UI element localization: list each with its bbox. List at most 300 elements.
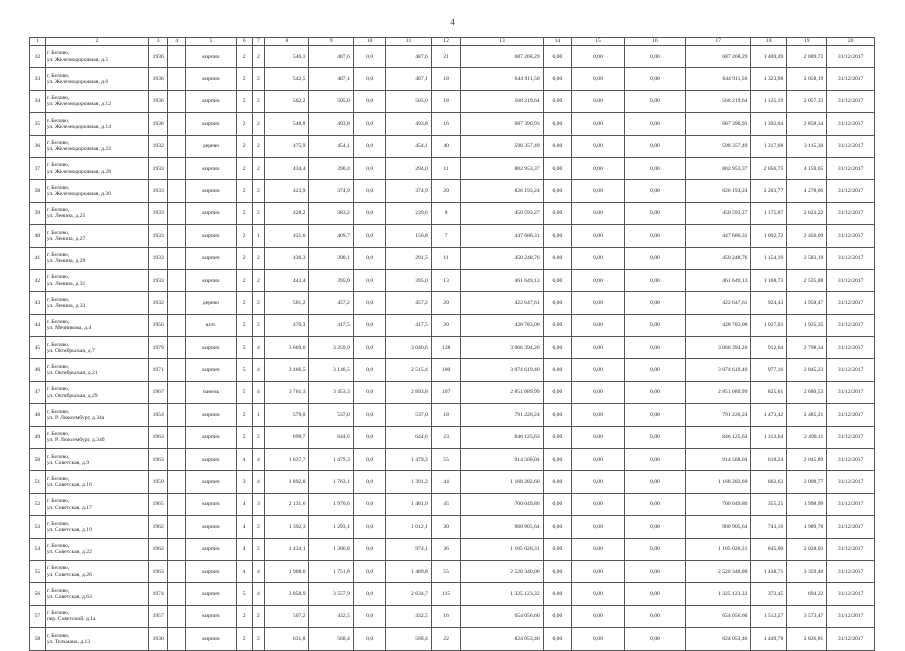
limit-cost-cell: 1 958,47 (787, 292, 827, 314)
address-city: г. Белово, (46, 453, 70, 460)
address-city: г. Белово, (46, 498, 70, 505)
wall-material-cell: кирпич (186, 113, 237, 135)
cost-cell: 0,00 (572, 113, 625, 135)
total-cost-cell: 3 066 394,20 (461, 337, 543, 359)
row-number-cell: 41 (30, 247, 46, 269)
residents-cell: 21 (431, 46, 461, 68)
row-number-cell: 52 (30, 493, 46, 515)
table-row (30, 628, 875, 650)
limit-cost-cell: 1 935,35 (787, 314, 827, 336)
floors-cell: 2 (236, 605, 252, 627)
total-cost-cell: 700 049,86 (461, 493, 543, 515)
address-cell (45, 560, 148, 582)
address-city: г. Белово, (46, 229, 70, 236)
limit-cost-cell: 2 028,03 (787, 538, 827, 560)
floors-cell: 2 (236, 292, 252, 314)
wall-material-cell: кирпич (186, 449, 237, 471)
address-cell (45, 337, 148, 359)
nonliving-area-cell: 0,0 (353, 135, 386, 157)
address-street: ул. Советская, д.9 (46, 459, 90, 466)
empty-cell (168, 337, 186, 359)
cost-cell: 0,00 (572, 493, 625, 515)
living-area-cell: 432,5 (309, 605, 353, 627)
cost-cell: 0,00 (624, 157, 685, 179)
common-area-cell: 505,0 (386, 90, 431, 112)
final-cost-cell: 687 390,93 (686, 113, 751, 135)
final-cost-cell: 802 953,37 (686, 157, 751, 179)
cost-per-sqm-cell: 1 317,68 (751, 135, 787, 157)
cost-cell: 0,00 (624, 404, 685, 426)
floors-cell: 4 (236, 560, 252, 582)
address-street: ул. Ленина, д.31 (46, 280, 86, 287)
address-city: г. Белово, (46, 252, 70, 258)
total-cost-cell: 450 593,27 (461, 202, 543, 224)
total-cost-cell: 687 268,29 (461, 46, 543, 68)
wall-material-cell: кирпич (186, 583, 237, 605)
residents-cell: 55 (431, 560, 461, 582)
limit-cost-cell: 2 490,11 (787, 426, 827, 448)
address-street: ул. Советская, д.17 (46, 504, 92, 511)
housing-register-table (29, 37, 875, 651)
residents-cell: 22 (431, 628, 461, 650)
empty-cell (168, 605, 186, 627)
year-built-cell: 1933 (149, 180, 168, 202)
entrances-cell: 2 (252, 538, 265, 560)
year-built-cell: 1963 (149, 449, 168, 471)
table-row (30, 426, 875, 448)
cost-cell: 0,00 (572, 46, 625, 68)
wall-material-cell: кирпич (186, 68, 237, 90)
wall-material-cell: кирпич (186, 46, 237, 68)
table-row (30, 269, 875, 291)
address-street: ул. Октябрьская, д.21 (46, 370, 98, 377)
floors-cell: 2 (236, 46, 252, 68)
address-city: г. Белово, (46, 610, 70, 617)
cost-cell: 0,00 (543, 247, 571, 269)
cost-cell: 0,00 (624, 202, 685, 224)
row-number-cell: 53 (30, 516, 46, 538)
total-area-cell: 431,6 (265, 225, 309, 247)
table-row (30, 560, 875, 582)
residents-cell: 36 (431, 538, 461, 560)
address-city: г. Белово, (46, 50, 70, 57)
final-cost-cell: 914 568,04 (686, 449, 751, 471)
cost-cell: 0,00 (624, 314, 685, 336)
address-city: г. Белово, (46, 565, 70, 572)
cost-cell: 0,00 (624, 426, 685, 448)
cost-cell: 0,00 (624, 225, 685, 247)
empty-cell (168, 135, 186, 157)
deadline-cell: 31/12/2017 (827, 359, 875, 381)
living-area-cell: 383,2 (309, 202, 353, 224)
floors-cell: 2 (236, 113, 252, 135)
residents-cell: 107 (431, 381, 461, 403)
cost-cell: 0,00 (624, 560, 685, 582)
residents-cell: 20 (431, 292, 461, 314)
cost-cell: 0,00 (543, 583, 571, 605)
floors-cell: 5 (236, 583, 252, 605)
address-cell (45, 68, 148, 90)
row-number-cell: 40 (30, 225, 46, 247)
living-area-cell: 505,0 (309, 90, 353, 112)
deadline-cell: 31/12/2017 (827, 538, 875, 560)
nonliving-area-cell: 0,0 (353, 449, 386, 471)
total-cost-cell: 826 193,24 (461, 180, 543, 202)
table-row (30, 583, 875, 605)
year-built-cell: 1933 (149, 225, 168, 247)
address-street: ул. Железнодорожная, д.12 (46, 101, 111, 108)
year-built-cell: 1932 (149, 292, 168, 314)
address-cell (45, 180, 148, 202)
column-header: 2 (45, 38, 148, 46)
final-cost-cell: 3 074 619,40 (686, 359, 751, 381)
address-street: ул. Советская, д.19 (46, 526, 92, 533)
cost-per-sqm-cell: 1 125,19 (751, 90, 787, 112)
cost-cell: 0,00 (543, 269, 571, 291)
nonliving-area-cell: 0,0 (353, 605, 386, 627)
floors-cell: 3 (236, 471, 252, 493)
final-cost-cell: 644 911,50 (686, 68, 751, 90)
row-number-cell: 34 (30, 90, 46, 112)
residents-cell: 115 (431, 583, 461, 605)
total-area-cell: 470,3 (265, 314, 309, 336)
residents-cell: 13 (431, 269, 461, 291)
deadline-cell: 31/12/2017 (827, 381, 875, 403)
address-city: г. Белово, (46, 520, 70, 527)
cost-cell: 0,00 (543, 292, 571, 314)
row-number-cell: 33 (30, 68, 46, 90)
deadline-cell: 31/12/2017 (827, 628, 875, 650)
cost-per-sqm-cell: 977,16 (751, 359, 787, 381)
limit-cost-cell: 2 858,34 (787, 113, 827, 135)
empty-cell (168, 493, 186, 515)
row-number-cell: 38 (30, 180, 46, 202)
entrances-cell: 2 (252, 605, 265, 627)
nonliving-area-cell: 0,0 (353, 269, 386, 291)
cost-per-sqm-cell: 924,43 (751, 292, 787, 314)
table-row (30, 68, 875, 90)
entrances-cell: 2 (252, 202, 265, 224)
cost-cell: 0,00 (543, 46, 571, 68)
address-cell (45, 292, 148, 314)
cost-per-sqm-cell: 1 312,64 (751, 426, 787, 448)
deadline-cell: 31/12/2017 (827, 247, 875, 269)
address-cell (45, 46, 148, 68)
entrances-cell: 1 (252, 404, 265, 426)
entrances-cell: 4 (252, 359, 265, 381)
cost-cell: 0,00 (572, 583, 625, 605)
entrances-cell: 4 (252, 560, 265, 582)
cost-cell: 0,00 (624, 516, 685, 538)
column-header: 7 (252, 38, 265, 46)
total-area-cell: 2 131,6 (265, 493, 309, 515)
limit-cost-cell: 2 045,89 (787, 449, 827, 471)
residents-cell: 55 (431, 449, 461, 471)
total-cost-cell: 802 953,37 (461, 157, 543, 179)
entrances-cell: 2 (252, 135, 265, 157)
year-built-cell: 1965 (149, 493, 168, 515)
empty-cell (168, 225, 186, 247)
row-number-cell: 58 (30, 628, 46, 650)
address-street: ул. Железнодорожная, д.30 (46, 191, 111, 198)
year-built-cell: 1963 (149, 560, 168, 582)
living-area-cell: 454,1 (309, 135, 353, 157)
nonliving-area-cell: 0,0 (353, 157, 386, 179)
living-area-cell: 374,9 (309, 180, 353, 202)
cost-cell: 0,00 (572, 225, 625, 247)
address-city: г. Белово, (46, 95, 70, 102)
nonliving-area-cell: 0,0 (353, 471, 386, 493)
empty-cell (168, 292, 186, 314)
column-header: 11 (386, 38, 431, 46)
cost-cell: 0,00 (543, 359, 571, 381)
row-number-cell: 45 (30, 337, 46, 359)
year-built-cell: 1936 (149, 46, 168, 68)
address-city: г. Белово, (46, 207, 70, 214)
nonliving-area-cell: 0,0 (353, 628, 386, 650)
common-area-cell: 1 479,3 (386, 449, 431, 471)
cost-cell: 0,00 (543, 493, 571, 515)
cost-cell: 0,00 (543, 605, 571, 627)
nonliving-area-cell: 0,0 (353, 314, 386, 336)
row-number-cell: 50 (30, 449, 46, 471)
total-area-cell: 434,4 (265, 157, 309, 179)
total-area-cell: 546,1 (265, 46, 309, 68)
year-built-cell: 1933 (149, 202, 168, 224)
address-cell (45, 381, 148, 403)
floors-cell: 2 (236, 180, 252, 202)
deadline-cell: 31/12/2017 (827, 225, 875, 247)
address-city: г. Белово, (46, 363, 70, 370)
cost-cell: 0,00 (624, 247, 685, 269)
residents-cell: 16 (431, 113, 461, 135)
limit-cost-cell: 2 583,19 (787, 247, 827, 269)
total-cost-cell: 960 905,64 (461, 516, 543, 538)
table-row (30, 449, 875, 471)
column-header: 8 (265, 38, 309, 46)
cost-cell: 0,00 (572, 404, 625, 426)
cost-per-sqm-cell: 1 473,42 (751, 404, 787, 426)
empty-cell (168, 359, 186, 381)
column-header: 17 (686, 38, 751, 46)
year-built-cell: 1933 (149, 157, 168, 179)
column-header: 9 (309, 38, 353, 46)
cost-cell: 0,00 (543, 202, 571, 224)
living-area-cell: 487,1 (309, 68, 353, 90)
residents-cell: 20 (431, 180, 461, 202)
address-street: ул. Октябрьская, д.7 (46, 347, 95, 354)
limit-cost-cell: 3 115,30 (787, 135, 827, 157)
common-area-cell: 1 481,9 (386, 493, 431, 515)
address-cell (45, 359, 148, 381)
empty-cell (168, 46, 186, 68)
entrances-cell: 2 (252, 247, 265, 269)
row-number-cell: 35 (30, 113, 46, 135)
empty-cell (168, 560, 186, 582)
empty-cell (168, 404, 186, 426)
cost-cell: 0,00 (572, 560, 625, 582)
living-area-cell: 644,6 (309, 426, 353, 448)
living-area-cell: 3 453,3 (309, 381, 353, 403)
empty-cell (168, 247, 186, 269)
wall-material-cell: кирпич (186, 157, 237, 179)
row-number-cell: 55 (30, 560, 46, 582)
total-area-cell: 507,2 (265, 605, 309, 627)
nonliving-area-cell: 0,0 (353, 180, 386, 202)
entrances-cell: 4 (252, 471, 265, 493)
table-row (30, 202, 875, 224)
empty-cell (168, 157, 186, 179)
cost-cell: 0,00 (624, 46, 685, 68)
cost-cell: 0,00 (543, 628, 571, 650)
residents-cell: 18 (431, 68, 461, 90)
entrances-cell: 4 (252, 449, 265, 471)
cost-cell: 0,00 (572, 628, 625, 650)
cost-cell: 0,00 (543, 225, 571, 247)
cost-cell: 0,00 (624, 538, 685, 560)
table-row (30, 113, 875, 135)
deadline-cell: 31/12/2017 (827, 471, 875, 493)
residents-cell: 11 (431, 157, 461, 179)
cost-cell: 0,00 (572, 381, 625, 403)
address-street: ул. Р. Люксембург, д.34а (46, 414, 105, 421)
deadline-cell: 31/12/2017 (827, 605, 875, 627)
final-cost-cell: 824 053,46 (686, 628, 751, 650)
common-area-cell: 2 515,4 (386, 359, 431, 381)
address-street: ул. Железнодорожная, д.22 (46, 146, 111, 153)
floors-cell: 2 (236, 426, 252, 448)
deadline-cell: 31/12/2017 (827, 560, 875, 582)
year-built-cell: 1957 (149, 605, 168, 627)
column-header: 14 (543, 38, 571, 46)
total-cost-cell: 422 647,61 (461, 292, 543, 314)
table-row (30, 314, 875, 336)
living-area-cell: 3 146,5 (309, 359, 353, 381)
common-area-cell: 2 634,7 (386, 583, 431, 605)
nonliving-area-cell: 0,0 (353, 493, 386, 515)
wall-material-cell: кирпич (186, 337, 237, 359)
address-city: г. Белово, (46, 386, 70, 393)
common-area-cell: 291,5 (386, 247, 431, 269)
column-header: 6 (236, 38, 252, 46)
cost-cell: 0,00 (624, 605, 685, 627)
year-built-cell: 1971 (149, 359, 168, 381)
total-area-cell: 1 908,0 (265, 560, 309, 582)
living-area-cell: 417,5 (309, 314, 353, 336)
total-cost-cell: 644 911,50 (461, 68, 543, 90)
address-city: г. Белово, (46, 140, 70, 147)
common-area-cell: 294,0 (386, 157, 431, 179)
total-cost-cell: 1 105 026,31 (461, 538, 543, 560)
total-area-cell: 423,9 (265, 180, 309, 202)
cost-cell: 0,00 (572, 157, 625, 179)
deadline-cell: 31/12/2017 (827, 269, 875, 291)
deadline-cell: 31/12/2017 (827, 46, 875, 68)
row-number-cell: 46 (30, 359, 46, 381)
deadline-cell: 31/12/2017 (827, 180, 875, 202)
nonliving-area-cell: 0,0 (353, 113, 386, 135)
floors-cell: 2 (236, 314, 252, 336)
common-area-cell: 417,5 (386, 314, 431, 336)
floors-cell: 2 (236, 247, 252, 269)
floors-cell: 4 (236, 493, 252, 515)
common-area-cell: 457,2 (386, 292, 431, 314)
cost-cell: 0,00 (543, 135, 571, 157)
cost-per-sqm-cell: 1 409,49 (751, 46, 787, 68)
cost-cell: 0,00 (572, 516, 625, 538)
common-area-cell: 644,6 (386, 426, 431, 448)
total-cost-cell: 2 520 340,00 (461, 560, 543, 582)
floors-cell: 2 (236, 157, 252, 179)
empty-cell (168, 426, 186, 448)
cost-cell: 0,00 (572, 135, 625, 157)
address-street: ул. Железнодорожная, д.14 (46, 123, 111, 130)
common-area-cell: 3 040,6 (386, 337, 431, 359)
living-area-cell: 390,1 (309, 247, 353, 269)
final-cost-cell: 1 105 026,31 (686, 538, 751, 560)
cost-cell: 0,00 (572, 68, 625, 90)
final-cost-cell: 450 248,76 (686, 247, 751, 269)
address-cell (45, 583, 148, 605)
column-number-row (30, 38, 875, 46)
cost-cell: 0,00 (624, 135, 685, 157)
wall-material-cell: кирпич (186, 247, 237, 269)
address-city: г. Белово, (46, 72, 70, 79)
limit-cost-cell: 2 623,22 (787, 202, 827, 224)
table-row (30, 605, 875, 627)
column-header: 5 (186, 38, 237, 46)
cost-cell: 0,00 (624, 68, 685, 90)
common-area-cell: 537,0 (386, 404, 431, 426)
entrances-cell: 2 (252, 113, 265, 135)
year-built-cell: 1933 (149, 269, 168, 291)
nonliving-area-cell: 0,0 (353, 583, 386, 605)
entrances-cell: 4 (252, 337, 265, 359)
address-city: г. Белово, (46, 475, 70, 482)
cost-cell: 0,00 (572, 314, 625, 336)
floors-cell: 2 (236, 225, 252, 247)
year-built-cell: 1954 (149, 404, 168, 426)
address-cell (45, 135, 148, 157)
wall-material-cell: кирпич (186, 605, 237, 627)
address-street: ул. Советская, д.26 (46, 571, 92, 578)
row-number-cell: 51 (30, 471, 46, 493)
final-cost-cell: 447 686,31 (686, 225, 751, 247)
table-row (30, 225, 875, 247)
cost-per-sqm-cell: 912,64 (751, 337, 787, 359)
empty-cell (168, 449, 186, 471)
total-area-cell: 1 392,3 (265, 516, 309, 538)
common-area-cell: 239,6 (386, 202, 431, 224)
final-cost-cell: 428 783,00 (686, 314, 751, 336)
total-area-cell: 579,0 (265, 404, 309, 426)
total-cost-cell: 654 056,60 (461, 605, 543, 627)
cost-cell: 0,00 (624, 471, 685, 493)
total-cost-cell: 568 219,64 (461, 90, 543, 112)
limit-cost-cell: 2 485,21 (787, 404, 827, 426)
cost-cell: 0,00 (572, 538, 625, 560)
empty-cell (168, 516, 186, 538)
common-area-cell: 487,6 (386, 46, 431, 68)
wall-material-cell: кирпич (186, 180, 237, 202)
total-area-cell: 631,8 (265, 628, 309, 650)
row-number-cell: 37 (30, 157, 46, 179)
total-cost-cell: 687 390,93 (461, 113, 543, 135)
deadline-cell: 31/12/2017 (827, 493, 875, 515)
address-cell (45, 113, 148, 135)
table-row (30, 46, 875, 68)
page-number: 4 (450, 17, 455, 27)
